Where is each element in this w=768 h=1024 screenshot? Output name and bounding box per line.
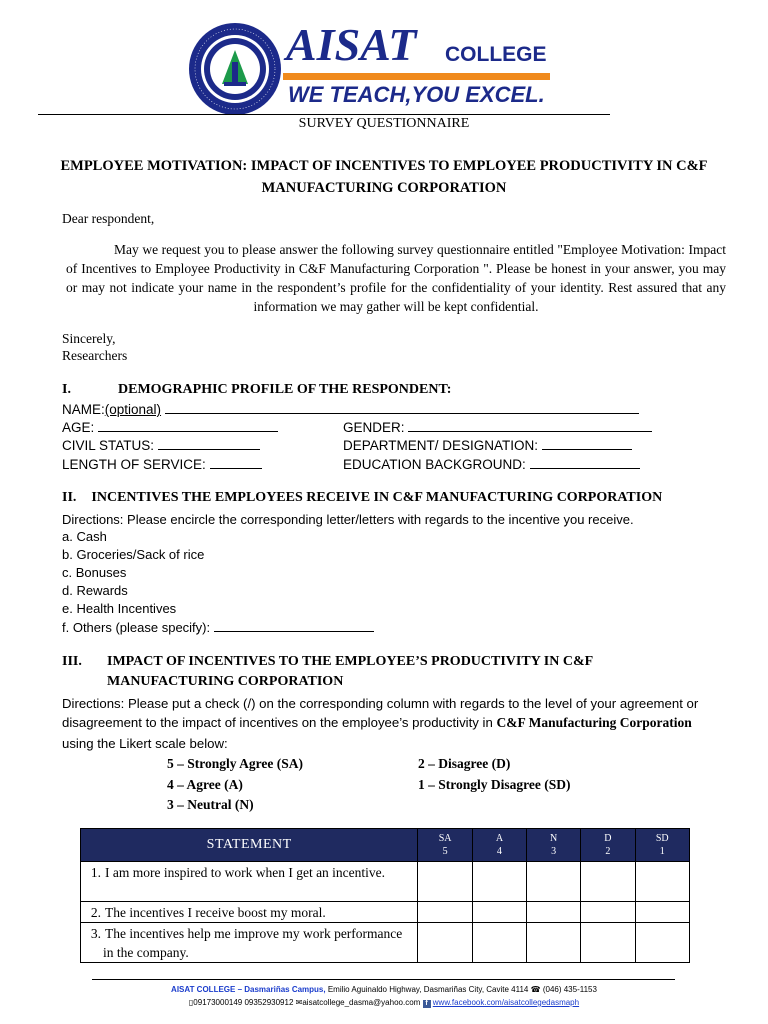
incentive-option-c[interactable]: c. Bonuses xyxy=(62,565,127,580)
brand-tagline: WE TEACH,YOU EXCEL. xyxy=(288,82,545,107)
length-of-service-blank[interactable] xyxy=(210,455,262,469)
check-cell-a[interactable] xyxy=(472,902,526,923)
letter-body xyxy=(66,240,726,316)
likert-neutral: 3 – Neutral (N) xyxy=(167,797,254,812)
letter-closing: Sincerely, xyxy=(62,331,116,346)
length-of-service-label: LENGTH OF SERVICE: xyxy=(62,457,206,472)
statement-header: STATEMENT xyxy=(81,829,418,862)
length-of-service-field[interactable] xyxy=(62,455,262,474)
name-label: NAME: xyxy=(62,402,105,417)
check-cell-sd[interactable] xyxy=(635,923,689,963)
incentive-option-a[interactable]: a. Cash xyxy=(62,529,107,544)
main-title: EMPLOYEE MOTIVATION: IMPACT OF INCENTIVES TO EMPLOYEE PRODUCTIVITY IN C&F MANUFACTURING CORPORATION xyxy=(60,158,708,196)
facebook-link[interactable]: www.facebook.com/aisatcollegedasmaph xyxy=(432,998,580,1007)
section2-heading xyxy=(62,490,662,506)
section1-title: DEMOGRAPHIC PROFILE OF THE RESPONDENT: xyxy=(118,382,452,397)
table-row xyxy=(81,862,690,902)
a-header-abbr: A xyxy=(495,833,504,844)
age-blank[interactable] xyxy=(98,418,278,432)
likert-strongly-disagree: 1 – Strongly Disagree (SD) xyxy=(418,777,571,792)
letter-greeting: Dear respondent, xyxy=(62,211,155,226)
footer-college: AISAT COLLEGE – Dasmariñas Campus, xyxy=(171,985,326,994)
check-cell-n[interactable] xyxy=(527,862,581,902)
table-row xyxy=(81,902,690,923)
check-cell-a[interactable] xyxy=(472,923,526,963)
brand-orange-bar xyxy=(283,73,550,80)
facebook-icon: f xyxy=(423,1000,431,1008)
section3-directions-line2 xyxy=(62,714,692,732)
civil-status-field[interactable] xyxy=(62,436,260,455)
section3-title-line1: IMPACT OF INCENTIVES TO THE EMPLOYEE’S PRODUCTIVITY IN C&F xyxy=(107,654,594,669)
footer-divider xyxy=(92,979,675,980)
sa-header xyxy=(418,829,472,862)
age-field[interactable] xyxy=(62,418,278,437)
statement-cell xyxy=(81,862,418,902)
department-blank[interactable] xyxy=(542,436,632,450)
sd-header xyxy=(635,829,689,862)
statement-number: 2. xyxy=(90,905,101,920)
incentive-option-f-label: f. Others (please specify): xyxy=(62,620,211,635)
gender-label: GENDER: xyxy=(343,420,405,435)
d-header xyxy=(581,829,635,862)
footer-address-line xyxy=(0,985,768,994)
incentive-option-b[interactable]: b. Groceries/Sack of rice xyxy=(62,547,205,562)
section3-directions-line1: Directions: Please put a check (/) on the corresponding column with regards to the level of your agreement or xyxy=(62,696,699,711)
others-blank[interactable] xyxy=(214,618,374,632)
name-optional-note: (optional) xyxy=(104,402,162,417)
department-label: DEPARTMENT/ DESIGNATION: xyxy=(343,438,539,453)
likert-disagree: 2 – Disagree (D) xyxy=(418,756,511,771)
civil-status-blank[interactable] xyxy=(158,436,260,450)
a-header-num: 4 xyxy=(496,846,502,857)
check-cell-d[interactable] xyxy=(581,862,635,902)
check-cell-n[interactable] xyxy=(527,902,581,923)
email-icon: ✉ xyxy=(295,998,303,1007)
statement-text: The incentives help me improve my work performance in the company. xyxy=(103,926,403,960)
d-header-abbr: D xyxy=(604,833,612,844)
brand-name: AISAT xyxy=(286,19,417,70)
civil-status-label: CIVIL STATUS: xyxy=(62,438,155,453)
mobile-icon: ▯ xyxy=(188,998,194,1007)
section2-directions: Directions: Please encircle the corresponding letter/letters with regards to the incentive you receive. xyxy=(62,512,634,527)
section2-number: II. xyxy=(62,490,77,505)
table-row xyxy=(81,923,690,963)
likert-agree: 4 – Agree (A) xyxy=(167,777,243,792)
n-header-abbr: N xyxy=(550,833,558,844)
section1-number: I. xyxy=(62,382,71,397)
footer-contact-line xyxy=(0,998,768,1008)
check-cell-d[interactable] xyxy=(581,923,635,963)
statement-text: The incentives I receive boost my moral. xyxy=(105,905,326,920)
survey-title: SURVEY QUESTIONNAIRE xyxy=(298,116,470,131)
check-cell-sa[interactable] xyxy=(418,923,472,963)
education-blank[interactable] xyxy=(530,455,640,469)
college-seal-logo xyxy=(188,22,282,116)
incentive-option-d[interactable]: d. Rewards xyxy=(62,583,128,598)
check-cell-a[interactable] xyxy=(472,862,526,902)
department-field[interactable] xyxy=(343,436,632,455)
statement-cell xyxy=(81,923,418,963)
footer-phone: (046) 435-1153 xyxy=(542,985,597,994)
name-blank[interactable] xyxy=(165,400,639,414)
gender-field[interactable] xyxy=(343,418,652,437)
sd-header-num: 1 xyxy=(659,846,665,857)
section3-number: III. xyxy=(62,654,82,669)
phone-icon: ☎ xyxy=(530,985,541,994)
education-field[interactable] xyxy=(343,455,640,474)
company-name-bold: C&F Manufacturing Corporation xyxy=(496,715,692,730)
section3-directions-line2-text: disagreement to the impact of incentives on the employee’s productivity in xyxy=(62,715,493,730)
a-header xyxy=(472,829,526,862)
incentive-option-f[interactable] xyxy=(62,618,374,637)
statement-number: 3. xyxy=(90,926,101,941)
letter-body-text: May we request you to please answer the following survey questionnaire entitled "Employee Motivation: Impact of Incentives to Employee Productivity in C&F Manufacturing Corporation ". Please be honest in your answer, you may or may not indicate your name in the respondent’s profile for the confidentiality of your identity. Rest assured that any information we may gather will be kept confidential. xyxy=(66,242,726,314)
statement-number: 1. xyxy=(90,865,101,880)
likert-strongly-agree: 5 – Strongly Agree (SA) xyxy=(167,756,303,771)
check-cell-sd[interactable] xyxy=(635,862,689,902)
section2-title: INCENTIVES THE EMPLOYEES RECEIVE IN C&F MANUFACTURING CORPORATION xyxy=(91,490,663,505)
footer-mobile: 09173000149 09352930912 xyxy=(193,998,294,1007)
statement-cell xyxy=(81,902,418,923)
check-cell-sa[interactable] xyxy=(418,902,472,923)
table-header-row xyxy=(81,829,690,862)
header-divider xyxy=(38,114,610,115)
gender-blank[interactable] xyxy=(408,418,652,432)
letter-signer: Researchers xyxy=(62,348,128,363)
age-label: AGE: xyxy=(62,420,95,435)
statement-text: I am more inspired to work when I get an incentive. xyxy=(105,865,386,880)
education-label: EDUCATION BACKGROUND: xyxy=(343,457,526,472)
d-header-num: 2 xyxy=(605,846,611,857)
sa-header-num: 5 xyxy=(442,846,448,857)
section3-title-line2: MANUFACTURING CORPORATION xyxy=(107,674,344,689)
sa-header-abbr: SA xyxy=(438,833,452,844)
section3-directions-line3: using the Likert scale below: xyxy=(62,736,228,751)
n-header xyxy=(527,829,581,862)
check-cell-d[interactable] xyxy=(581,902,635,923)
incentive-option-e[interactable]: e. Health Incentives xyxy=(62,601,177,616)
check-cell-sd[interactable] xyxy=(635,902,689,923)
check-cell-sa[interactable] xyxy=(418,862,472,902)
footer-address: Emilio Aguinaldo Highway, Dasmariñas City, Cavite 4114 xyxy=(327,985,529,994)
n-header-num: 3 xyxy=(551,846,557,857)
brand-suffix: COLLEGE xyxy=(445,43,547,66)
likert-table xyxy=(80,828,690,963)
sd-header-abbr: SD xyxy=(655,833,669,844)
name-field[interactable] xyxy=(62,400,639,419)
check-cell-n[interactable] xyxy=(527,923,581,963)
footer-email: aisatcollege_dasma@yahoo.com xyxy=(302,998,421,1007)
